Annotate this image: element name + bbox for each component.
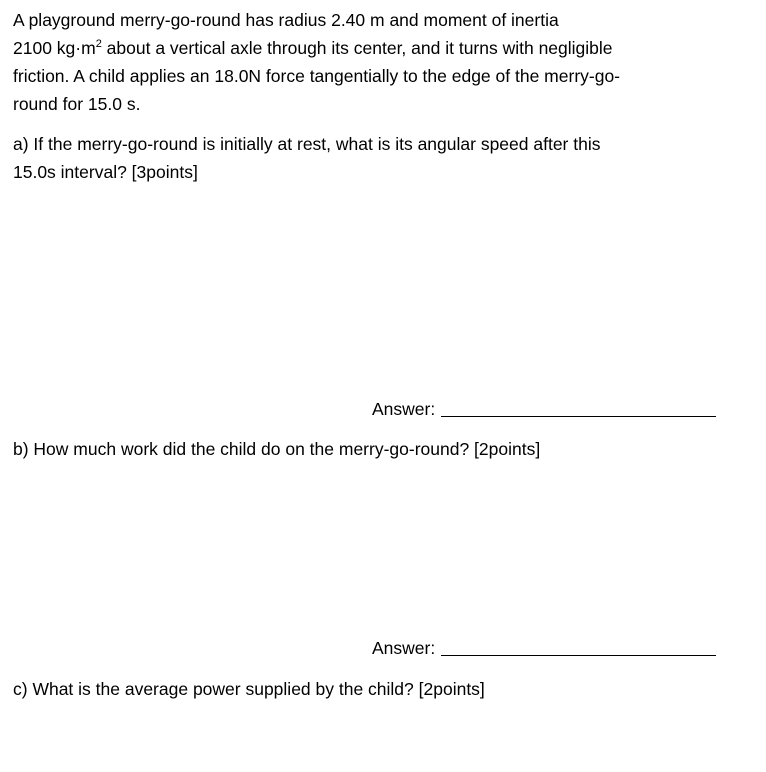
question-b (13, 435, 733, 463)
question-a (13, 130, 733, 186)
question-a-line-2: 15.0s interval? [3points] (13, 162, 198, 182)
problem-line-2 (13, 34, 713, 62)
answer-b-blank[interactable] (441, 655, 716, 656)
question-c-text: c) What is the average power supplied by the child? [2points] (13, 679, 485, 699)
answer-a-blank[interactable] (441, 416, 716, 417)
answer-b-row (372, 637, 716, 659)
problem-line-3: friction. A child applies an 18.0N force tangentially to the edge of the merry-go- (13, 66, 621, 86)
question-c (13, 675, 733, 703)
problem-line-2-post: about a vertical axle through its center, and it turns with negligible (101, 38, 613, 58)
problem-line-1: A playground merry-go-round has radius 2.40 m and moment of inertia (13, 10, 559, 30)
problem-line-4: round for 15.0 s. (13, 94, 141, 114)
question-a-line-1: a) If the merry-go-round is initially at rest, what is its angular speed after this (13, 134, 601, 154)
answer-b-label: Answer: (372, 638, 436, 658)
question-b-text: b) How much work did the child do on the merry-go-round? [2points] (13, 439, 541, 459)
answer-a-row (372, 398, 716, 420)
superscript-exponent: 2 (95, 38, 102, 50)
problem-line-2-pre: 2100 kg·m (13, 38, 96, 58)
answer-a-label: Answer: (372, 399, 436, 419)
problem-statement (13, 6, 713, 118)
